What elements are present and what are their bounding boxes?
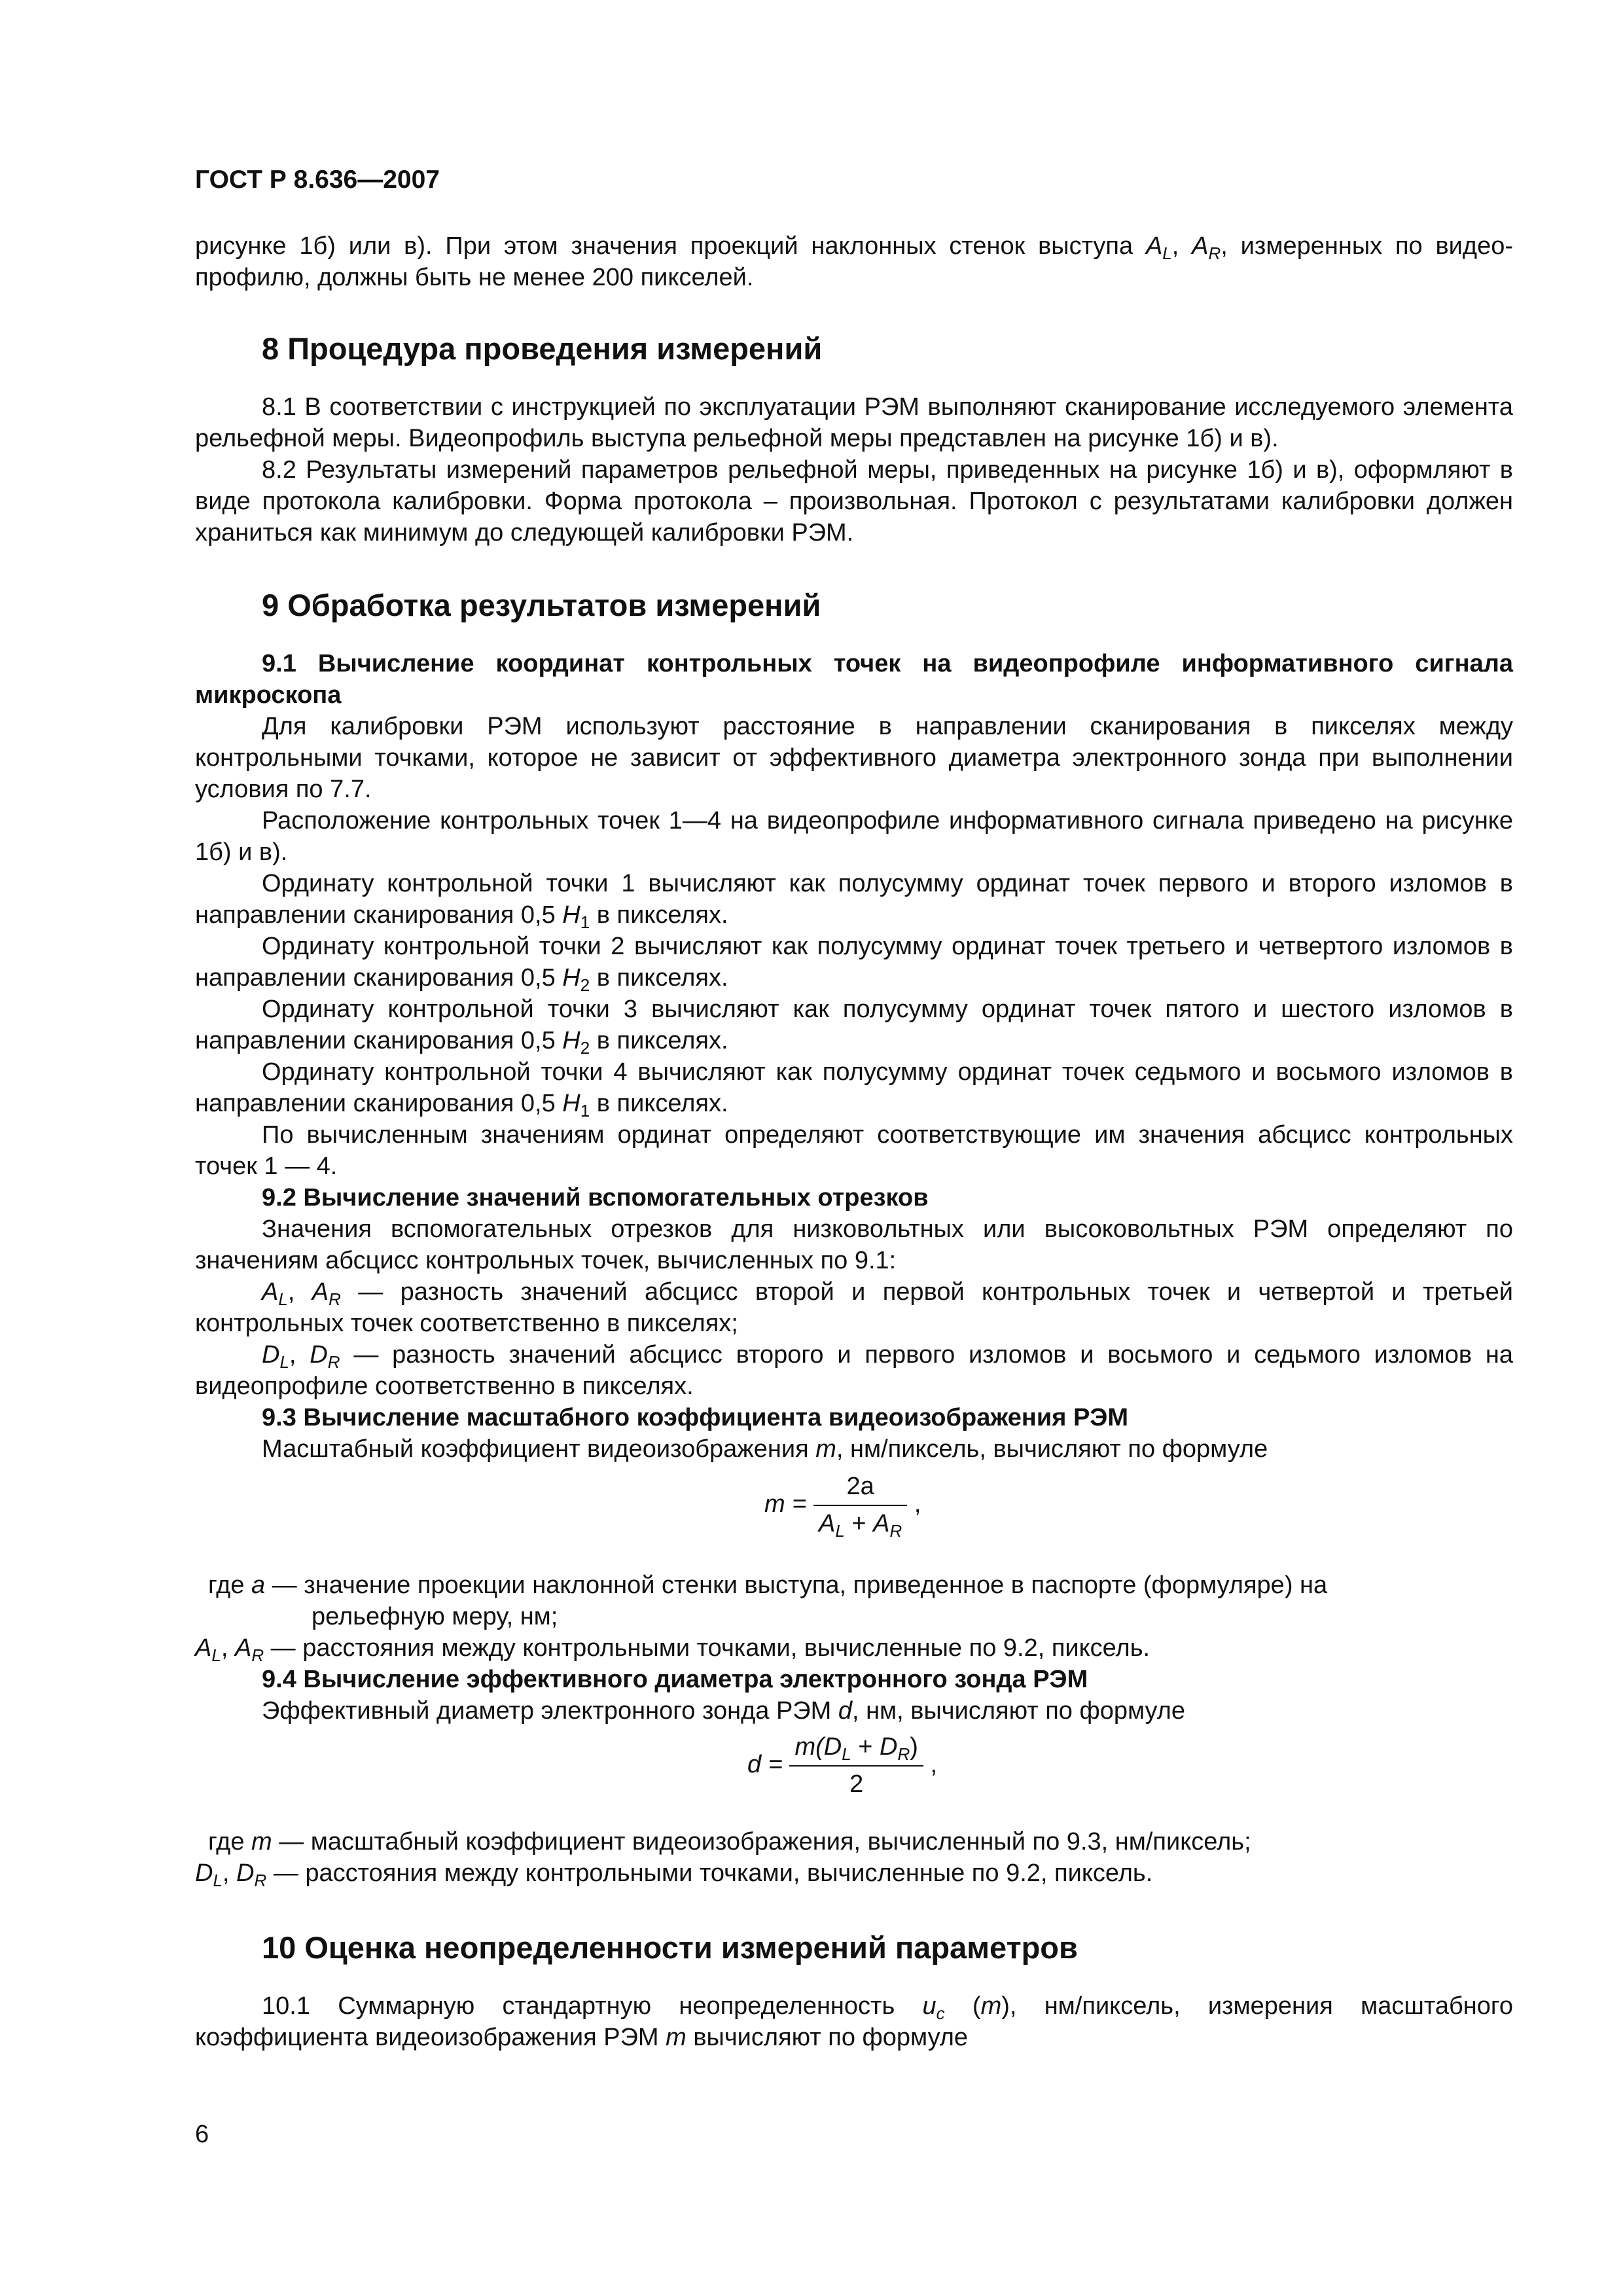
subsection-9-3-heading: 9.3 Вычисление масштабного коэффициента видеоизображения РЭМ <box>262 1404 1128 1431</box>
paragraph-point-1: Ординату контрольной точки 1 вычисляют как полусумму ординат точек первого и второго изломов в направлении сканирования 0,5 $H_1$ в пикселях. <box>195 870 1513 932</box>
where-m-line: где m — масштабный коэффициент видеоизображения, вычисленный по 9.3, нм/пиксель; <box>208 1828 1251 1856</box>
paragraph-DL-DR-definition: $D_L$, $D_R$ — разность значений абсцисс второго и первого изломов и восьмого и седьмого изломов на видеопрофиле соответственно в пикселях. <box>195 1341 1513 1400</box>
section-10-heading: 10 Оценка неопределенности измерений параметров <box>262 1930 1078 1965</box>
paragraph-point-2: Ординату контрольной точки 2 вычисляют как полусумму ординат точек третьего и четвертого изломов в направлении сканирования 0,5 $H_2$ в пикселях. <box>195 933 1513 995</box>
paragraph-point-3: Ординату контрольной точки 3 вычисляют как полусумму ординат точек пятого и шестого изломов в направлении сканирования 0,5 $H_2$ в пикселях. <box>195 996 1513 1058</box>
paragraph-9-1-b: Расположение контрольных точек 1—4 на видеопрофиле информативного сигнала приведено на рисунке 1б) и в). <box>195 807 1513 866</box>
where-a-line: где a — значение проекции наклонной стенки выступа, приведенное в паспорте (формуляре) на <box>208 1571 1328 1599</box>
paragraph-8-1: 8.1 В соответствии с инструкцией по эксплуатации РЭМ выполняют сканирование исследуемого элемента рельефной меры. Видеопрофиль выступа рельефной меры представлен на рисунке 1б) и в). <box>195 393 1513 452</box>
intro-paragraph: рисунке 1б) или в). При этом значения проекций наклонных стенок выступа $A_L$, $A_R$, измеренных по видео-профилю, должны быть не менее 200 пикселей. <box>195 232 1513 291</box>
paragraph-point-4: Ординату контрольной точки 4 вычисляют как полусумму ординат точек седьмого и восьмого изломов в направлении сканирования 0,5 $H_1$ в пикселях. <box>195 1058 1513 1121</box>
subsection-9-2-heading: 9.2 Вычисление значений вспомогательных отрезков <box>262 1184 929 1211</box>
paragraph-9-2-a: Значения вспомогательных отрезков для низковольтных или высоковольтных РЭМ определяют по значениям абсцисс контрольных точек, вычисленных по 9.1: <box>195 1215 1513 1274</box>
paragraph-abscissas: По вычисленным значениям ординат определяют соответствующие им значения абсцисс контрольных точек 1 — 4. <box>195 1121 1513 1180</box>
paragraph-AL-AR-definition: $A_L$, $A_R$ — разность значений абсцисс второй и первой контрольных точек и четвертой и третьей контрольных точек соответственно в пикселях; <box>195 1278 1513 1337</box>
paragraph-9-1-a: Для калибровки РЭМ используют расстояние в направлении сканирования в пикселях между контрольными точками, которое не зависит от эффективного диаметра электронного зонда при выполнении условия по 7.7. <box>195 713 1513 803</box>
paragraph-8-2: 8.2 Результаты измерений параметров рельефной меры, приведенных на рисунке 1б) и в), оформляют в виде протокола калибровки. Форма протокола – произвольная. Протокол с результатами калибровки должен храниться как минимум до следующей калибровки РЭМ. <box>195 456 1513 547</box>
subsection-9-1-heading: 9.1 Вычисление координат контрольных точек на видеопрофиле информативного сигнала микроскопа <box>195 650 1513 709</box>
document-code-header: ГОСТ Р 8.636—2007 <box>195 166 440 194</box>
subsection-9-4-heading: 9.4 Вычисление эффективного диаметра электронного зонда РЭМ <box>262 1666 1088 1693</box>
section-8-heading: 8 Процедура проведения измерений <box>262 331 823 366</box>
paragraph-9-4-a: Эффективный диаметр электронного зонда РЭМ d, нм, вычисляют по формуле <box>262 1697 1186 1725</box>
paragraph-10-1: 10.1 Суммарную стандартную неопределенность $u_c$ (m), нм/пиксель, измерения масштабного коэффициента видеоизображения РЭМ m вычисляют по формуле <box>195 1992 1513 2051</box>
section-9-heading: 9 Обработка результатов измерений <box>262 588 821 622</box>
paragraph-9-3-a: Масштабный коэффициент видеоизображения m, нм/пиксель, вычисляют по формуле <box>262 1435 1268 1463</box>
where-DL-DR-line: $D_L$, $D_R$ — расстояния между контрольными точками, вычисленные по 9.2, пиксель. <box>195 1859 1153 1890</box>
formula-effective-diameter: d = $\frac{m(D_L + D_R)}{2}$ , <box>747 1733 938 1798</box>
formula-scale-coefficient: m = $\frac{2a}{A_L + A_R}$ , <box>764 1473 921 1541</box>
where-AL-AR-line: $A_L$, $A_R$ — расстояния между контрольными точками, вычисленные по 9.2, пиксель. <box>195 1634 1150 1665</box>
where-a-continuation: рельефную меру, нм; <box>312 1603 558 1630</box>
page-number: 6 <box>195 2121 209 2148</box>
